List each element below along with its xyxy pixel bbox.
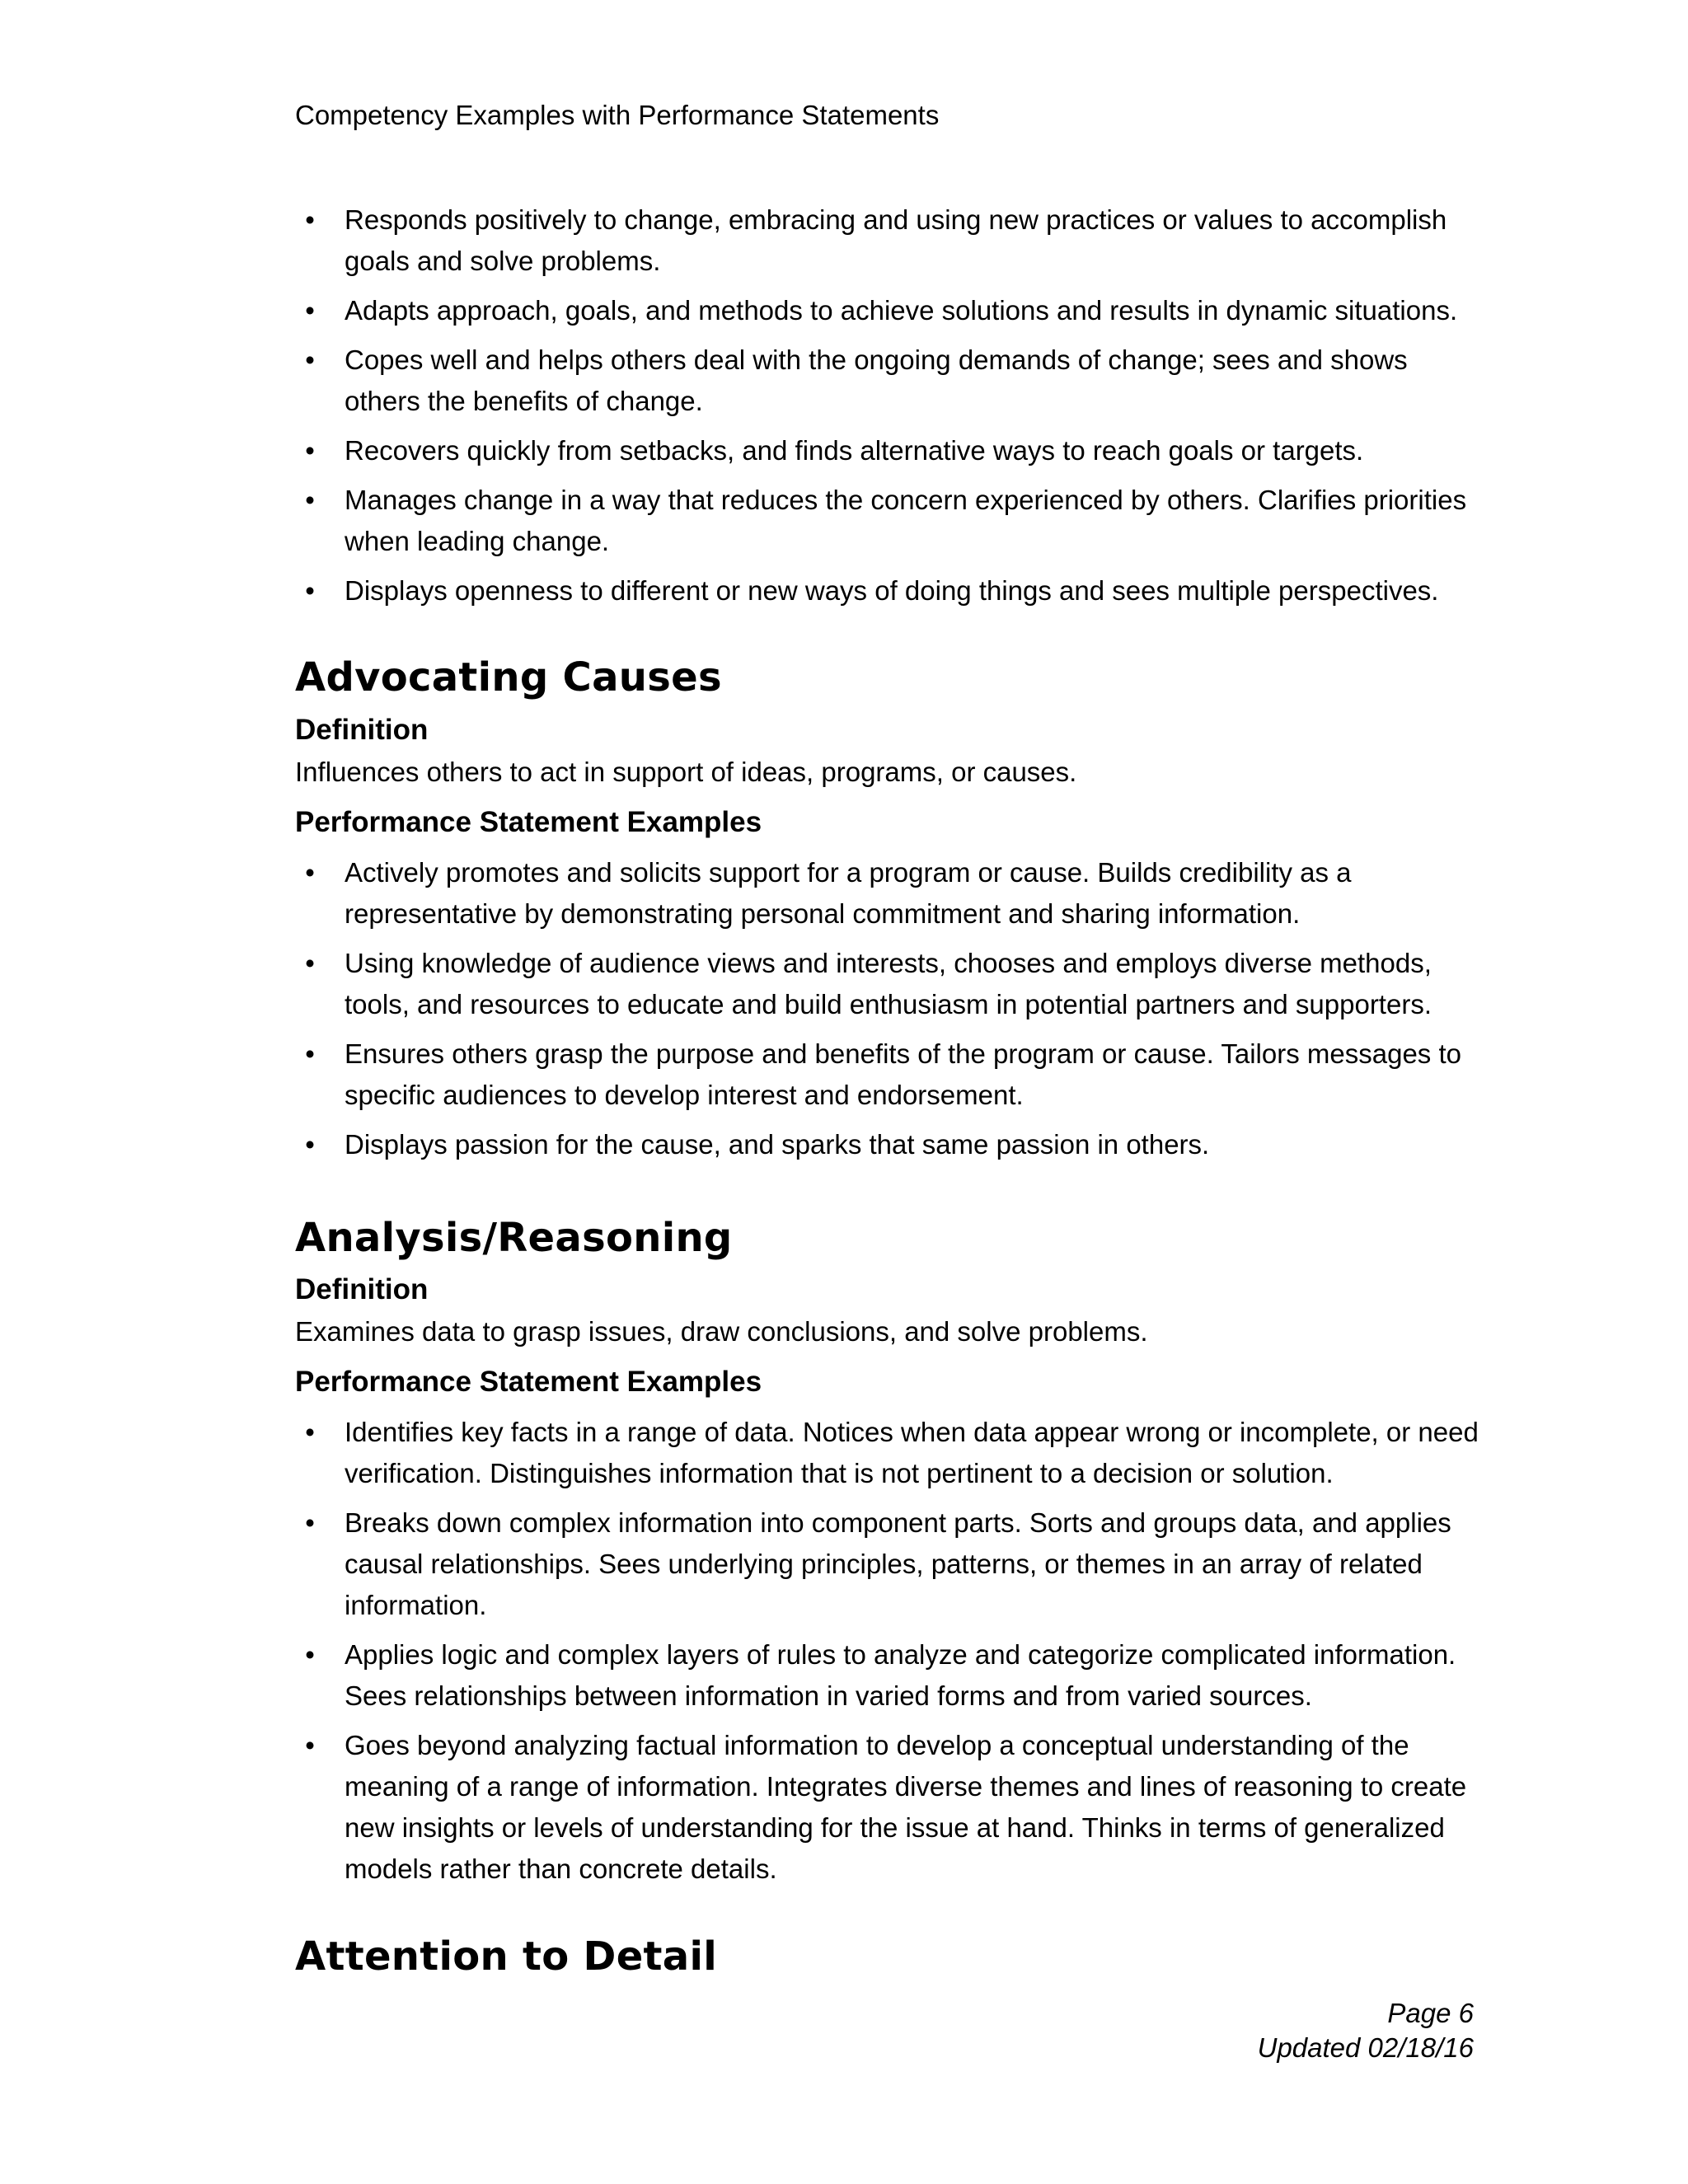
bullet-text: Displays openness to different or new ways of doing things and sees multiple perspectives.	[345, 575, 1439, 606]
list-item	[295, 340, 1482, 422]
list-item	[295, 430, 1482, 471]
bullet-icon: •	[305, 857, 315, 888]
bullet-icon: •	[305, 295, 315, 326]
page-number: Page 6	[1387, 1998, 1474, 2028]
bullet-icon: •	[305, 485, 315, 515]
list-item	[295, 852, 1482, 935]
bullet-text: Applies logic and complex layers of rules to analyze and categorize complicated information. Sees relationships between information in varied forms and from varied sources.	[345, 1639, 1456, 1711]
section-title-analysis-reasoning: Analysis/Reasoning	[295, 1215, 733, 1261]
bullet-text: Recovers quickly from setbacks, and finds alternative ways to reach goals or targets.	[345, 435, 1364, 466]
bullet-icon: •	[305, 575, 315, 606]
analysis-reasoning-bullet-list	[295, 1412, 1482, 1898]
section-title-advocating-causes: Advocating Causes	[295, 654, 722, 701]
list-item	[295, 1502, 1482, 1626]
bullet-text: Responds positively to change, embracing and using new practices or values to accomplish goals and solve problems.	[345, 204, 1447, 276]
definition-heading: Definition	[295, 714, 429, 746]
page-footer	[1258, 1996, 1474, 2065]
intro-bullet-list	[295, 199, 1482, 620]
bullet-icon: •	[305, 1417, 315, 1447]
list-item	[295, 1725, 1482, 1890]
bullet-icon: •	[305, 1129, 315, 1160]
bullet-icon: •	[305, 1639, 315, 1670]
updated-date: Updated 02/18/16	[1257, 2032, 1474, 2063]
bullet-icon: •	[305, 1038, 315, 1069]
definition-text: Influences others to act in support of ideas, programs, or causes.	[295, 757, 1077, 787]
definition-text: Examines data to grasp issues, draw conclusions, and solve problems.	[295, 1316, 1148, 1347]
bullet-icon: •	[305, 1730, 315, 1760]
bullet-text: Using knowledge of audience views and interests, chooses and employs diverse methods, tools, and resources to educate and build enthusiasm in potential partners and supporters.	[345, 948, 1432, 1019]
bullet-icon: •	[305, 948, 315, 978]
bullet-text: Adapts approach, goals, and methods to achieve solutions and results in dynamic situations.	[345, 295, 1458, 326]
bullet-icon: •	[305, 435, 315, 466]
bullet-text: Displays passion for the cause, and sparks that same passion in others.	[345, 1129, 1210, 1160]
bullet-text: Breaks down complex information into component parts. Sorts and groups data, and applies causal relationships. Sees underlying principles, patterns, or themes in an array of related information.	[345, 1507, 1451, 1620]
list-item	[295, 1412, 1482, 1494]
list-item	[295, 1124, 1482, 1165]
list-item	[295, 1033, 1482, 1116]
bullet-text: Identifies key facts in a range of data. Notices when data appear wrong or incomplete, or need verification. Distinguishes information that is not pertinent to a decision or solution.	[345, 1417, 1479, 1488]
examples-heading: Performance Statement Examples	[295, 1366, 762, 1398]
bullet-text: Manages change in a way that reduces the concern experienced by others. Clarifies priorities when leading change.	[345, 485, 1467, 556]
list-item	[295, 570, 1482, 612]
running-header: Competency Examples with Performance Statements	[295, 100, 940, 130]
bullet-icon: •	[305, 204, 315, 235]
list-item	[295, 943, 1482, 1025]
list-item	[295, 290, 1482, 331]
list-item	[295, 480, 1482, 562]
bullet-text: Actively promotes and solicits support for a program or cause. Builds credibility as a representative by demonstrating personal commitment and sharing information.	[345, 857, 1352, 929]
definition-heading: Definition	[295, 1273, 429, 1305]
list-item	[295, 1634, 1482, 1717]
list-item	[295, 199, 1482, 282]
section-title-attention-to-detail: Attention to Detail	[295, 1933, 717, 1980]
bullet-icon: •	[305, 1507, 315, 1538]
advocating-causes-bullet-list	[295, 852, 1482, 1174]
bullet-text: Ensures others grasp the purpose and benefits of the program or cause. Tailors messages to specific audiences to develop interest and endorsement.	[345, 1038, 1461, 1110]
examples-heading: Performance Statement Examples	[295, 806, 762, 838]
bullet-text: Copes well and helps others deal with the ongoing demands of change; sees and shows others the benefits of change.	[345, 344, 1408, 416]
bullet-icon: •	[305, 344, 315, 375]
bullet-text: Goes beyond analyzing factual information to develop a conceptual understanding of the meaning of a range of information. Integrates diverse themes and lines of reasoning to create new insights or levels of understanding for the issue at hand. Thinks in terms of generalized models rather than concrete details.	[345, 1730, 1467, 1884]
